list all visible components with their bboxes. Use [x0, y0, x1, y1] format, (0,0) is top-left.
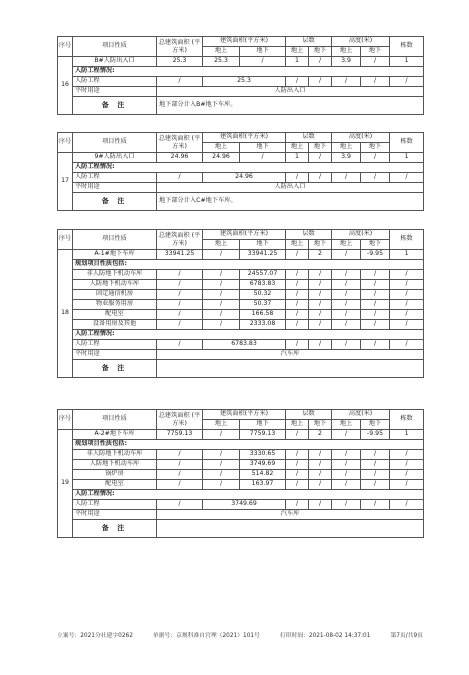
- floors-below-header: 地下: [309, 47, 332, 57]
- slash-cell: /: [309, 270, 332, 280]
- record-table-19: [57, 409, 424, 538]
- civil-defense-area: 3749.69: [203, 500, 286, 510]
- slash-cell: /: [390, 300, 424, 310]
- slash-cell: /: [390, 480, 424, 490]
- height-header: 高度(米): [332, 410, 390, 420]
- height-above-cell: /: [332, 250, 361, 260]
- item-name: A-2#地下车库: [73, 430, 157, 440]
- floors-above-cell: /: [286, 430, 309, 440]
- above-area-cell: 25.3: [203, 57, 240, 67]
- slash-cell: /: [332, 280, 361, 290]
- slash-cell: /: [309, 340, 332, 350]
- height-header: 高度(米): [332, 37, 390, 47]
- sub-item-name: 配电室: [73, 310, 157, 320]
- height-above-cell: 3.9: [332, 153, 361, 163]
- slash-cell: /: [361, 320, 390, 330]
- below-header: 地下: [240, 143, 286, 153]
- slash-cell: /: [332, 270, 361, 280]
- slash-cell: /: [332, 173, 361, 183]
- civil-defense-label: 人防工程: [73, 500, 157, 510]
- floors-header: 层数: [286, 410, 332, 420]
- sub-item-name: 配电室: [73, 480, 157, 490]
- slash-cell: /: [361, 450, 390, 460]
- civil-defense-area: 24.96: [203, 173, 286, 183]
- slash-cell: /: [332, 310, 361, 320]
- slash-cell: /: [390, 470, 424, 480]
- sub-total: /: [157, 300, 203, 310]
- slash-cell: /: [361, 470, 390, 480]
- slash-cell: /: [286, 450, 309, 460]
- below-area-cell: 7759.13: [240, 430, 286, 440]
- slash-cell: /: [309, 280, 332, 290]
- building-count-cell: 1: [390, 430, 424, 440]
- record-table-16: [57, 36, 424, 115]
- height-above-header: 地上: [332, 143, 361, 153]
- peace-use-label: 平时用途: [73, 87, 157, 97]
- slash-cell: /: [390, 320, 424, 330]
- sub-item-name: 固定通信机房: [73, 290, 157, 300]
- sub-item-name: 人防地下机动车库: [73, 460, 157, 470]
- sub-below: 6783.83: [240, 280, 286, 290]
- civil-defense-total: /: [157, 500, 203, 510]
- slash-cell: /: [361, 280, 390, 290]
- civil-defense-label: 人防工程: [73, 340, 157, 350]
- floors-below-cell: /: [309, 153, 332, 163]
- sub-above: /: [203, 280, 240, 290]
- total-area-header: 总建筑面积 (平方米): [157, 133, 203, 153]
- peace-use-value: 人防出入口: [157, 183, 424, 193]
- slash-cell: /: [361, 480, 390, 490]
- total-area-header: 总建筑面积 (平方米): [157, 230, 203, 250]
- slash-cell: /: [332, 300, 361, 310]
- slash-cell: /: [361, 270, 390, 280]
- height-below-cell: -9.95: [361, 430, 390, 440]
- civil-defense-label: 人防工程: [73, 173, 157, 183]
- sub-above: /: [203, 450, 240, 460]
- seq-cell: 18: [58, 250, 73, 378]
- page-number: 第7页/共9页: [390, 633, 423, 639]
- plan-nature-label: 规划项目性质包括:: [73, 260, 424, 270]
- civil-defense-area: 6783.83: [203, 340, 286, 350]
- peace-use-label: 平时用途: [73, 350, 157, 360]
- slash-cell: /: [286, 320, 309, 330]
- slash-cell: /: [286, 270, 309, 280]
- sub-below: 3330.65: [240, 450, 286, 460]
- height-above-cell: 3.9: [332, 57, 361, 67]
- below-header: 地下: [240, 420, 286, 430]
- slash-cell: /: [286, 340, 309, 350]
- building-count-cell: 1: [390, 153, 424, 163]
- sub-below: 514.82: [240, 470, 286, 480]
- slash-cell: /: [332, 480, 361, 490]
- floors-above-cell: 1: [286, 153, 309, 163]
- slash-cell: /: [390, 280, 424, 290]
- total-area-cell: 33941.25: [157, 250, 203, 260]
- remarks-label: 备 注: [73, 97, 157, 115]
- floors-above-header: 地上: [286, 420, 309, 430]
- sub-total: /: [157, 290, 203, 300]
- sub-total: /: [157, 320, 203, 330]
- slash-cell: /: [309, 450, 332, 460]
- floors-above-header: 地上: [286, 47, 309, 57]
- height-below-header: 地下: [361, 240, 390, 250]
- sub-item-name: 设备用房及其他: [73, 320, 157, 330]
- civil-defense-total: /: [157, 340, 203, 350]
- sub-below: 50.37: [240, 300, 286, 310]
- sub-below: 2333.08: [240, 320, 286, 330]
- floors-header: 层数: [286, 230, 332, 240]
- slash-cell: /: [309, 173, 332, 183]
- slash-cell: /: [332, 320, 361, 330]
- sub-total: /: [157, 460, 203, 470]
- slash-cell: /: [286, 173, 309, 183]
- document-number: 单据号：京规科准自官理（2021）101号: [152, 633, 260, 639]
- sub-total: /: [157, 470, 203, 480]
- sub-total: /: [157, 480, 203, 490]
- peace-use-label: 平时用途: [73, 510, 157, 520]
- slash-cell: /: [309, 320, 332, 330]
- seq-cell: 19: [58, 430, 73, 538]
- slash-cell: /: [309, 300, 332, 310]
- record-table-18: [57, 229, 424, 378]
- remarks-value: 地下部分计入C#地下车库。: [157, 193, 424, 211]
- peace-use-value: 汽车库: [157, 510, 424, 520]
- slash-cell: /: [309, 310, 332, 320]
- floors-header: 层数: [286, 37, 332, 47]
- build-area-header: 建筑面积(平方米): [203, 37, 286, 47]
- building-count-cell: 1: [390, 250, 424, 260]
- slash-cell: /: [286, 310, 309, 320]
- seq-header: 序号: [58, 133, 73, 153]
- slash-cell: /: [361, 173, 390, 183]
- civil-defense-total: /: [157, 77, 203, 87]
- height-below-cell: /: [361, 153, 390, 163]
- remarks-value: [157, 360, 424, 378]
- slash-cell: /: [361, 340, 390, 350]
- buildings-header: 栋数: [390, 37, 424, 57]
- total-area-header: 总建筑面积 (平方米): [157, 37, 203, 57]
- floors-above-cell: /: [286, 250, 309, 260]
- height-above-header: 地上: [332, 47, 361, 57]
- total-area-cell: 25.3: [157, 57, 203, 67]
- slash-cell: /: [286, 470, 309, 480]
- above-area-cell: /: [203, 250, 240, 260]
- sub-above: /: [203, 300, 240, 310]
- slash-cell: /: [286, 460, 309, 470]
- build-area-header: 建筑面积(平方米): [203, 133, 286, 143]
- floors-below-header: 地下: [309, 420, 332, 430]
- plan-nature-label: 规划项目性质包括:: [73, 440, 424, 450]
- sub-above: /: [203, 270, 240, 280]
- filing-number: 立案号：2021分社建字0262: [57, 633, 133, 639]
- remarks-value: [157, 520, 424, 538]
- height-below-header: 地下: [361, 47, 390, 57]
- slash-cell: /: [332, 460, 361, 470]
- slash-cell: /: [286, 300, 309, 310]
- sub-total: /: [157, 310, 203, 320]
- below-area-cell: /: [240, 57, 286, 67]
- slash-cell: /: [361, 460, 390, 470]
- slash-cell: /: [332, 290, 361, 300]
- slash-cell: /: [309, 500, 332, 510]
- height-below-header: 地下: [361, 420, 390, 430]
- slash-cell: /: [361, 310, 390, 320]
- slash-cell: /: [390, 290, 424, 300]
- slash-cell: /: [390, 173, 424, 183]
- sub-above: /: [203, 470, 240, 480]
- buildings-header: 栋数: [390, 230, 424, 250]
- slash-cell: /: [309, 460, 332, 470]
- slash-cell: /: [309, 290, 332, 300]
- seq-cell: 17: [58, 153, 73, 211]
- above-area-cell: /: [203, 430, 240, 440]
- slash-cell: /: [361, 500, 390, 510]
- height-above-cell: /: [332, 430, 361, 440]
- slash-cell: /: [286, 77, 309, 87]
- slash-cell: /: [361, 77, 390, 87]
- build-area-header: 建筑面积(平方米): [203, 410, 286, 420]
- buildings-header: 栋数: [390, 133, 424, 153]
- floors-below-cell: 2: [309, 430, 332, 440]
- height-header: 高度(米): [332, 133, 390, 143]
- below-area-cell: 33941.25: [240, 250, 286, 260]
- slash-cell: /: [286, 480, 309, 490]
- civil-defense-info-label: 人防工程情况:: [73, 67, 424, 77]
- total-area-cell: 24.96: [157, 153, 203, 163]
- building-count-cell: 1: [390, 57, 424, 67]
- below-area-cell: /: [240, 153, 286, 163]
- peace-use-value: 人防出入口: [157, 87, 424, 97]
- sub-below: 50.32: [240, 290, 286, 300]
- seq-header: 序号: [58, 410, 73, 430]
- height-below-cell: /: [361, 57, 390, 67]
- above-header: 地上: [203, 143, 240, 153]
- page-footer: [57, 630, 423, 639]
- civil-defense-area: 25.3: [203, 77, 286, 87]
- sub-below: 166.58: [240, 310, 286, 320]
- civil-defense-info-label: 人防工程情况:: [73, 490, 424, 500]
- above-header: 地上: [203, 420, 240, 430]
- item-name: 9#人防出入口: [73, 153, 157, 163]
- item-name: B#人防出入口: [73, 57, 157, 67]
- record-table-17: [57, 132, 424, 211]
- above-area-cell: 24.96: [203, 153, 240, 163]
- slash-cell: /: [309, 77, 332, 87]
- above-header: 地上: [203, 240, 240, 250]
- slash-cell: /: [286, 290, 309, 300]
- slash-cell: /: [309, 480, 332, 490]
- civil-defense-total: /: [157, 173, 203, 183]
- sub-item-name: 物业服务用房: [73, 300, 157, 310]
- slash-cell: /: [332, 340, 361, 350]
- seq-cell: 16: [58, 57, 73, 115]
- remarks-label: 备 注: [73, 520, 157, 538]
- total-area-header: 总建筑面积 (平方米): [157, 410, 203, 430]
- floors-below-cell: /: [309, 57, 332, 67]
- height-above-header: 地上: [332, 420, 361, 430]
- floors-below-cell: 2: [309, 250, 332, 260]
- sub-above: /: [203, 290, 240, 300]
- floors-above-header: 地上: [286, 240, 309, 250]
- sub-above: /: [203, 310, 240, 320]
- below-header: 地下: [240, 240, 286, 250]
- remarks-label: 备 注: [73, 193, 157, 211]
- sub-item-name: 锅炉房: [73, 470, 157, 480]
- floors-header: 层数: [286, 133, 332, 143]
- slash-cell: /: [390, 270, 424, 280]
- sub-below: 24557.07: [240, 270, 286, 280]
- slash-cell: /: [390, 77, 424, 87]
- floors-above-cell: 1: [286, 57, 309, 67]
- print-time: 打印时间：2021-08-02 14:37:01: [279, 633, 371, 639]
- sub-item-name: 人防地下机动车库: [73, 280, 157, 290]
- below-header: 地下: [240, 47, 286, 57]
- sub-above: /: [203, 320, 240, 330]
- slash-cell: /: [332, 470, 361, 480]
- nature-header: 项目性质: [73, 230, 157, 250]
- slash-cell: /: [361, 290, 390, 300]
- slash-cell: /: [390, 450, 424, 460]
- height-header: 高度(米): [332, 230, 390, 240]
- nature-header: 项目性质: [73, 133, 157, 153]
- floors-below-header: 地下: [309, 143, 332, 153]
- slash-cell: /: [390, 460, 424, 470]
- sub-total: /: [157, 280, 203, 290]
- slash-cell: /: [361, 300, 390, 310]
- above-header: 地上: [203, 47, 240, 57]
- civil-defense-label: 人防工程: [73, 77, 157, 87]
- floors-above-header: 地上: [286, 143, 309, 153]
- sub-item-name: 非人防地下机动车库: [73, 270, 157, 280]
- peace-use-label: 平时用途: [73, 183, 157, 193]
- civil-defense-info-label: 人防工程情况:: [73, 330, 424, 340]
- civil-defense-info-label: 人防工程情况:: [73, 163, 424, 173]
- nature-header: 项目性质: [73, 410, 157, 430]
- nature-header: 项目性质: [73, 37, 157, 57]
- sub-below: 163.97: [240, 480, 286, 490]
- sub-below: 3749.69: [240, 460, 286, 470]
- sub-above: /: [203, 480, 240, 490]
- seq-header: 序号: [58, 230, 73, 250]
- sub-above: /: [203, 460, 240, 470]
- slash-cell: /: [390, 310, 424, 320]
- slash-cell: /: [390, 340, 424, 350]
- slash-cell: /: [286, 500, 309, 510]
- slash-cell: /: [286, 280, 309, 290]
- height-below-header: 地下: [361, 143, 390, 153]
- buildings-header: 栋数: [390, 410, 424, 430]
- slash-cell: /: [332, 77, 361, 87]
- remarks-label: 备 注: [73, 360, 157, 378]
- build-area-header: 建筑面积(平方米): [203, 230, 286, 240]
- peace-use-value: 汽车库: [157, 350, 424, 360]
- height-below-cell: -9.95: [361, 250, 390, 260]
- remarks-value: 地下部分计入B#地下车库。: [157, 97, 424, 115]
- slash-cell: /: [332, 450, 361, 460]
- slash-cell: /: [309, 470, 332, 480]
- slash-cell: /: [332, 500, 361, 510]
- total-area-cell: 7759.13: [157, 430, 203, 440]
- slash-cell: /: [390, 500, 424, 510]
- sub-total: /: [157, 450, 203, 460]
- seq-header: 序号: [58, 37, 73, 57]
- sub-total: /: [157, 270, 203, 280]
- item-name: A-1#地下车库: [73, 250, 157, 260]
- floors-below-header: 地下: [309, 240, 332, 250]
- sub-item-name: 非人防地下机动车库: [73, 450, 157, 460]
- height-above-header: 地上: [332, 240, 361, 250]
